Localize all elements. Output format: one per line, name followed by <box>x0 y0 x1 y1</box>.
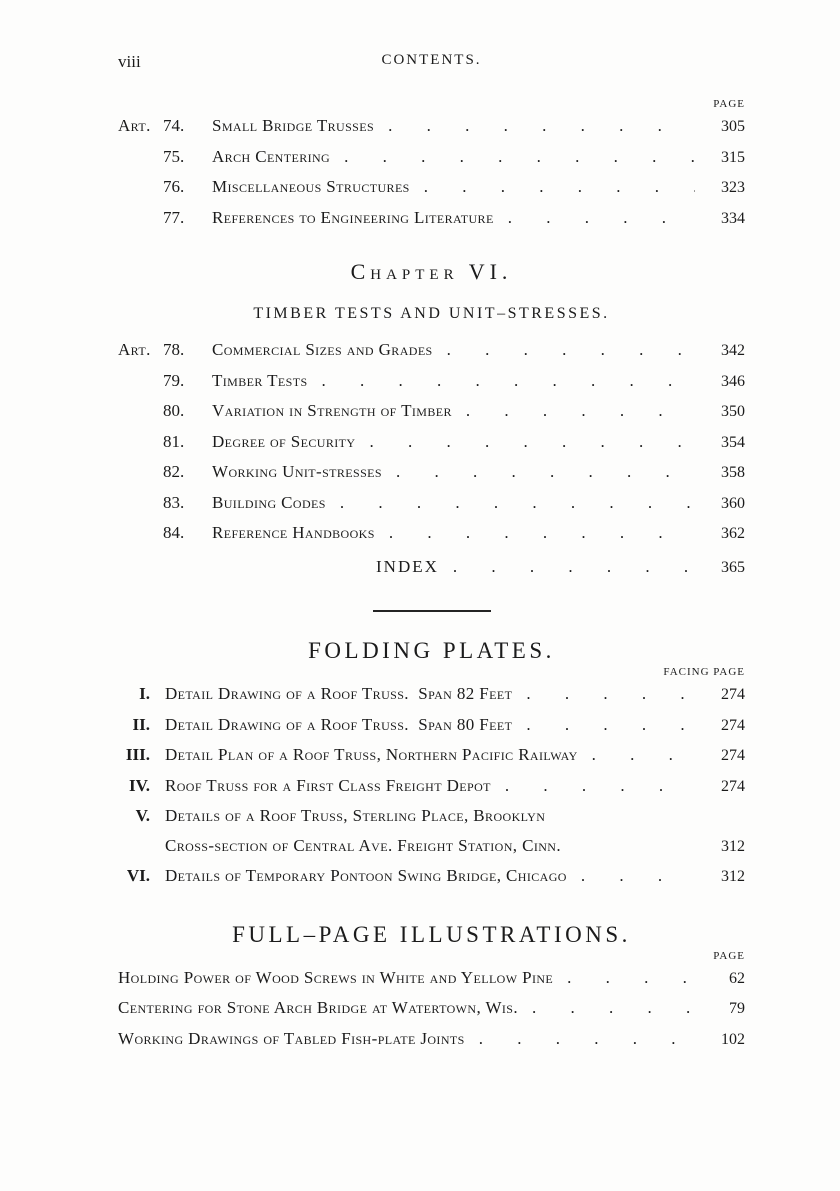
entry-page: 350 <box>721 403 745 420</box>
illustrations-heading: FULL–PAGE ILLUSTRATIONS. <box>232 921 631 947</box>
plate-row-continuation <box>118 831 745 862</box>
entry-title: References to Engineering Literature <box>212 207 494 227</box>
entry-title: Working Drawings of Tabled Fish-plate Joints <box>118 1028 465 1048</box>
toc-row <box>118 172 745 203</box>
plate-row <box>118 771 745 802</box>
entry-title: Building Codes <box>212 492 326 512</box>
illustration-row <box>118 963 745 994</box>
illustration-row <box>118 993 745 1024</box>
plate-number: IV. <box>129 775 150 795</box>
entry-number: 74. <box>163 116 185 135</box>
leader-dots <box>532 993 695 1023</box>
folding-plates-list <box>118 679 745 892</box>
entry-title: Detail Drawing of a Roof Truss. Span 80 Feet <box>165 714 513 734</box>
toc-row <box>118 203 745 234</box>
entry-number: 84. <box>163 523 185 542</box>
leader-dots <box>479 1024 695 1054</box>
plate-row <box>118 679 745 710</box>
toc-row <box>118 427 745 458</box>
leader-dots <box>396 457 695 487</box>
entry-number: 82. <box>163 462 185 481</box>
entry-title: Timber Tests <box>212 370 308 390</box>
entry-page: 334 <box>721 209 745 227</box>
entry-number: 79. <box>163 370 185 390</box>
section-divider <box>373 610 491 612</box>
leader-dots <box>505 771 695 801</box>
toc-row <box>118 396 745 427</box>
leader-dots <box>344 142 695 172</box>
entry-page: 323 <box>721 179 745 196</box>
entry-title: Reference Handbooks <box>212 523 375 542</box>
entry-title: Commercial Sizes and Grades <box>212 340 433 359</box>
plate-number: VI. <box>126 866 150 885</box>
entry-page: 305 <box>721 118 745 135</box>
entry-title: Centering for Stone Arch Bridge at Watertown, Wis. <box>118 998 519 1017</box>
entry-page: 346 <box>721 372 745 390</box>
toc-row <box>118 366 745 397</box>
toc-row <box>118 142 745 173</box>
toc-row <box>118 518 745 549</box>
running-head: CONTENTS. <box>381 52 482 68</box>
entry-title: Small Bridge Trusses <box>212 116 375 135</box>
plate-number: III. <box>125 745 150 764</box>
index-label: INDEX <box>376 556 439 576</box>
entry-page: 62 <box>729 969 745 987</box>
entry-page: 354 <box>721 433 745 451</box>
entry-title: Detail Drawing of a Roof Truss. Span 82 Feet <box>165 684 513 703</box>
toc-row <box>118 335 745 366</box>
index-row <box>118 552 745 583</box>
entry-number: 80. <box>163 401 185 420</box>
plate-row <box>118 740 745 771</box>
entry-title: Detail Plan of a Roof Truss, Northern Pacific Railway <box>165 745 578 764</box>
leader-dots <box>581 861 695 891</box>
entry-page: 274 <box>721 747 745 764</box>
leader-dots <box>447 335 695 365</box>
entry-page: 360 <box>721 494 745 512</box>
entry-page: 312 <box>721 837 745 855</box>
toc-row <box>118 488 745 519</box>
entry-number: 81. <box>163 431 185 451</box>
entry-page: 342 <box>721 342 745 359</box>
leader-dots <box>526 710 695 740</box>
entry-page: 79 <box>729 1000 745 1017</box>
entry-title: Working Unit-stresses <box>212 462 382 481</box>
entry-number: 76. <box>163 177 185 196</box>
toc-row <box>118 457 745 488</box>
entry-page: 362 <box>721 525 745 542</box>
entry-title: Holding Power of Wood Screws in White and Yellow Pine <box>118 967 554 987</box>
plate-row <box>118 801 745 831</box>
entry-title: Details of a Roof Truss, Sterling Place, Brooklyn <box>165 806 546 825</box>
leader-dots <box>388 111 695 141</box>
plate-row <box>118 710 745 741</box>
plate-row <box>118 861 745 892</box>
leader-dots <box>453 552 695 582</box>
chapter-heading: Chapter VI. <box>350 259 513 284</box>
entry-prefix: Art. <box>118 340 151 359</box>
entry-title: Cross-section of Central Ave. Freight Station, Cinn. <box>165 835 562 855</box>
leader-dots <box>592 740 695 770</box>
leader-dots <box>508 203 695 233</box>
illustration-row <box>118 1024 745 1055</box>
entry-prefix: Art. <box>118 116 151 135</box>
entry-page: 274 <box>721 777 745 795</box>
facing-page-label: FACING PAGE <box>663 666 745 678</box>
leader-dots <box>466 396 695 426</box>
folio-number: viii <box>118 52 141 71</box>
entry-title: Variation in Strength of Timber <box>212 401 452 420</box>
plate-number: I. <box>139 684 150 703</box>
leader-dots <box>424 172 695 202</box>
chapter-contents-list <box>118 335 745 549</box>
entry-page: 102 <box>721 1030 745 1048</box>
entry-title: Miscellaneous Structures <box>212 177 410 196</box>
entry-number: 77. <box>163 207 185 227</box>
chapter-subheading: TIMBER TESTS AND UNIT–STRESSES. <box>253 305 610 322</box>
entry-number: 75. <box>163 146 185 166</box>
entry-number: 78. <box>163 340 185 359</box>
leader-dots <box>340 488 695 518</box>
entry-page: 274 <box>721 686 745 703</box>
plate-number: V. <box>135 806 150 825</box>
leader-dots <box>389 518 695 548</box>
index-page: 365 <box>721 558 745 576</box>
folding-plates-heading: FOLDING PLATES. <box>308 638 555 663</box>
leader-dots <box>526 679 695 709</box>
page-column-label: PAGE <box>713 98 745 110</box>
entry-title: Details of Temporary Pontoon Swing Bridge, Chicago <box>165 866 567 885</box>
leader-dots <box>369 427 695 457</box>
entry-page: 315 <box>721 148 745 166</box>
entry-page: 358 <box>721 464 745 481</box>
entry-title: Roof Truss for a First Class Freight Depot <box>165 775 491 795</box>
illustrations-page-label: PAGE <box>713 949 745 962</box>
entry-title: Degree of Security <box>212 431 356 451</box>
leader-dots <box>567 963 695 993</box>
illustrations-list <box>118 963 745 1055</box>
entry-page: 312 <box>721 868 745 885</box>
entry-number: 83. <box>163 492 185 512</box>
entry-title: Arch Centering <box>212 146 331 166</box>
contents-list <box>118 111 745 233</box>
toc-row <box>118 111 745 142</box>
plate-number: II. <box>132 714 150 734</box>
leader-dots <box>322 366 695 396</box>
entry-page: 274 <box>721 716 745 734</box>
page-header <box>118 50 745 74</box>
